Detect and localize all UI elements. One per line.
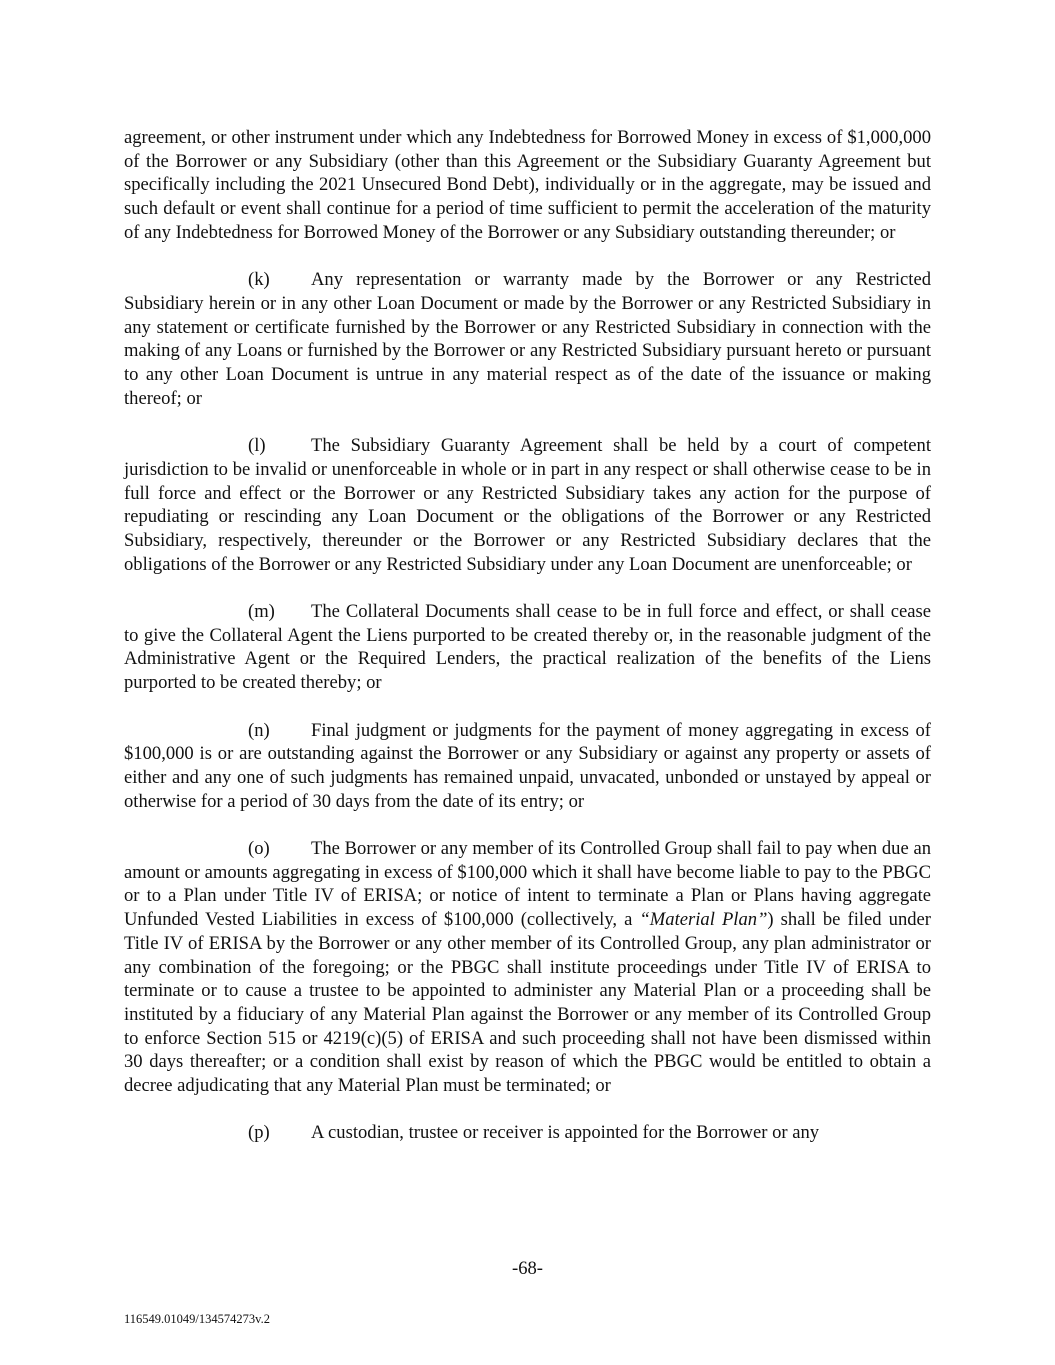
page-number: -68- — [512, 1258, 543, 1279]
clause-label: (k) — [248, 269, 270, 291]
clause-p — [124, 1121, 931, 1145]
clause-label: (p) — [248, 1122, 270, 1144]
clause-text: Any representation or warranty made by the Borrower or any Restricted Subsidiary herein or in any other Loan Document or made by the Borrower or any Restricted Subsidiary in any statement or certificate furnished by the Borrower or any Restricted Subsidiary in connection with the making of any Loans or furnished by the Borrower or any Restricted Subsidiary pursuant hereto or pursuant to any other Loan Document is untrue in any material respect as of the date of the issuance or making thereof; or — [124, 269, 931, 409]
clause-label: (o) — [248, 838, 270, 860]
clause-o — [124, 837, 931, 1098]
clause-text-continued: ) shall be filed under Title IV of ERISA by the Borrower or any other member of its Controlled Group, any plan administrator or any combination of the foregoing; or the PBGC shall institute proceedings under Title IV of ERISA to terminate or to cause a trustee to be appointed to administer any Material Plan or a proceeding shall be instituted by a fiduciary of any Material Plan against the Borrower or any member of its Controlled Group to enforce Section 515 or 4219(c)(5) of ERISA and such proceeding shall not have been dismissed within 30 days thereafter; or a condition shall exist by reason of which the PBGC would be entitled to obtain a decree adjudicating that any Material Plan must be terminated; or — [124, 909, 931, 1097]
clause-n — [124, 719, 931, 814]
intro-paragraph: agreement, or other instrument under which any Indebtedness for Borrowed Money in excess of $1,000,000 of the Borrower or any Subsidiary (other than this Agreement or the Subsidiary Guaranty Agreement but specifically including the 2021 Unsecured Bond Debt), individually or in the aggregate, may be issued and such default or event shall continue for a period of time sufficient to permit the acceleration of the maturity of any Indebtedness for Borrowed Money of the Borrower or any Subsidiary outstanding thereunder; or — [124, 127, 931, 243]
clause-label: (m) — [248, 601, 275, 623]
clause-text: Final judgment or judgments for the payment of money aggregating in excess of $100,000 is or are outstanding against the Borrower or any Subsidiary or against any property or assets of either and any one of such judgments has remained unpaid, unvacated, unbonded or unstayed by appeal or otherwise for a period of 30 days from the date of its entry; or — [124, 719, 931, 812]
clause-text: The Subsidiary Guaranty Agreement shall be held by a court of competent jurisdiction to be invalid or unenforceable in whole or in part in any respect or shall otherwise cease to be in full force and effect or the Borrower or any Restricted Subsidiary takes any action for the purpose of repudiating or rescinding any Loan Document or the obligations of the Borrower or any Restricted Subsidiary, respectively, thereunder or the Borrower or any Restricted Subsidiary declares that the obligations of the Borrower or any Restricted Subsidiary under any Loan Document are unenforceable; or — [124, 435, 931, 575]
document-body — [124, 126, 931, 1145]
clause-l — [124, 434, 931, 576]
clause-label: (l) — [248, 435, 266, 457]
defined-term: “Material Plan” — [639, 909, 768, 931]
clause-text: The Borrower or any member of its Controlled Group shall fail to pay when due an amount or amounts aggregating in excess of $100,000 which it shall have become liable to pay to the PBGC or to a Plan under Title IV of ERISA; or notice of intent to terminate a Plan or Plans having aggregate Unfunded Vested Liabilities in excess of $100,000 (collectively, a — [124, 838, 931, 931]
clause-text: The Collateral Documents shall cease to be in full force and effect, or shall cease to give the Collateral Agent the Liens purported to be created thereby or, in the reasonable judgment of the Administrative Agent or the Required Lenders, the practical realization of the benefits of the Liens purported to be created thereby; or — [124, 601, 931, 694]
document-id: 116549.01049/134574273v.2 — [124, 1312, 270, 1326]
clause-label: (n) — [248, 719, 270, 741]
clause-text: A custodian, trustee or receiver is appointed for the Borrower or any — [311, 1122, 820, 1144]
clause-k — [124, 268, 931, 410]
clause-m — [124, 600, 931, 695]
